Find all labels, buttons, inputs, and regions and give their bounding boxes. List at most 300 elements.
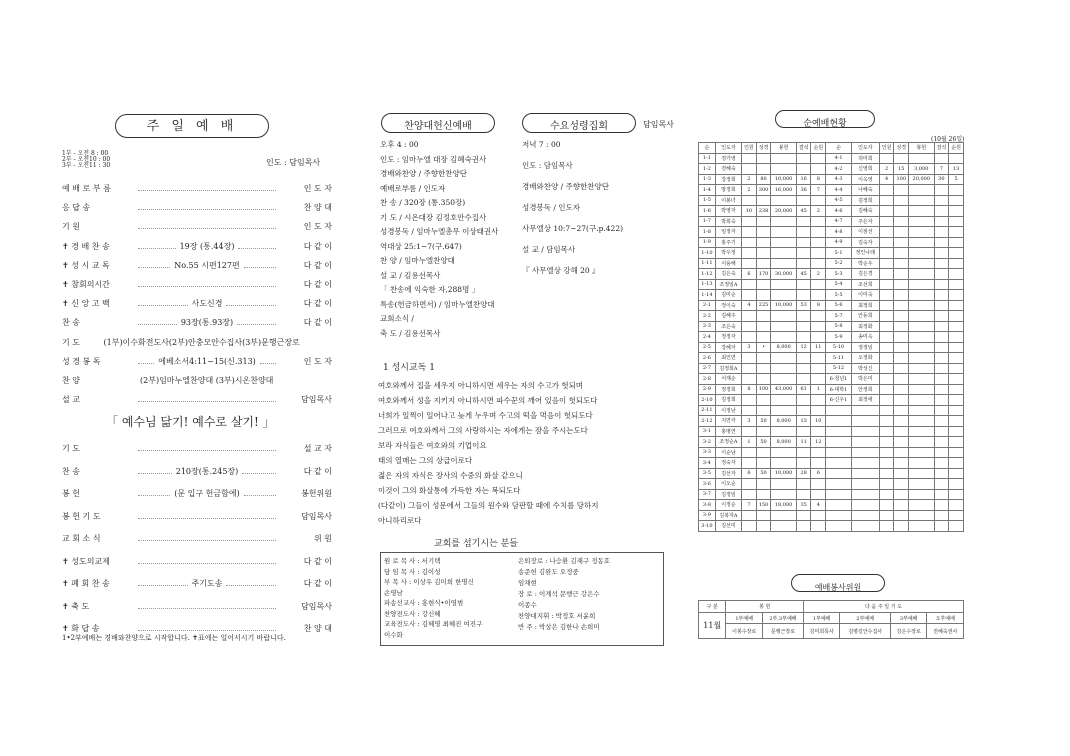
cell-value [879,468,894,479]
cell-value: 박영자 [715,206,741,217]
cell-value [796,395,811,406]
cell-value [894,416,909,427]
order-label: 찬 송 [62,318,80,328]
cell-value [894,332,909,343]
cell-value: 5 [949,174,964,185]
cell-value: 김혜주 [715,311,741,322]
cell-value: 5-12 [826,363,852,374]
p2-row [62,556,332,567]
order-person: 다 같 이 [303,280,332,289]
cell-value: 김숙자 [851,237,879,248]
cell-value [949,227,964,238]
cell-value: 최정화 [851,321,879,332]
cell-value [796,510,811,521]
cell-value [879,311,894,322]
p2-row [62,488,332,499]
cell-value [879,395,894,406]
cell-value [796,489,811,500]
cell-value: 3-9 [699,510,716,521]
dot-leader [138,227,276,229]
cell-value [879,248,894,259]
cell-value: 45 [796,269,811,280]
table-row [699,521,964,532]
cell-value: 5-3 [826,269,852,280]
cell-value [934,374,949,385]
cell-value: 2-6 [699,353,716,364]
cell-value: 이오순 [715,479,741,490]
cell-value [879,500,894,511]
dot-leader [138,629,276,631]
table-row [699,384,964,395]
wednesday-line: 저녁 7 : 00 [522,140,561,149]
cell-value: 나혜숙 [851,185,879,196]
order-person: 다 같 이 [303,241,332,251]
cell-value [811,521,826,532]
cell-value: 2-9 [699,384,716,395]
cell-value [949,321,964,332]
order-label: 기 도 [62,444,80,453]
reading-line: 태의 열매는 그의 상급이로다 [378,456,473,465]
server-right-line: 임채현 [518,579,537,587]
wednesday-line: 인도 : 담임목사 [522,161,573,170]
cell-value [796,447,811,458]
cell-value [756,363,771,374]
order-detail: No.55 시편127편 [174,260,240,270]
cell-value [949,468,964,479]
cell-value: 정가영 [715,153,741,164]
cell-header: 성경 [894,143,909,154]
wednesday-title: 수요성령집회 [550,121,608,132]
cell-value: 6 [811,468,826,479]
cell-value: 3-8 [699,500,716,511]
cell-value: 이옥영 [851,174,879,185]
cell-value: 1-11 [699,258,716,269]
cell-value [756,489,771,500]
p1-row [62,394,332,405]
cell-value: 2-1 [699,300,716,311]
table-row [699,164,964,175]
cell-value [894,258,909,269]
cell-value [894,384,909,395]
table-row [699,153,964,164]
cell-value [894,206,909,217]
dot-leader [226,584,276,586]
choir-order-line: 인도 : 임마누엘 대장 김혜숙권사 [380,154,487,164]
cell-value [949,342,964,353]
cell-value [909,500,934,511]
cell-value: 10,000 [771,174,796,185]
cell-value: 35 [796,500,811,511]
cell-header: 결석 [934,143,949,154]
cell-value: 1 [742,437,757,448]
reading-title: 1 성시교독 1 [383,363,435,373]
cell-value [909,521,934,532]
cell-value [796,405,811,416]
cell-value: 정정임 [851,342,879,353]
cell-value: 3 [742,416,757,427]
cell-value: 2-10 [699,395,716,406]
cell-value [826,405,852,416]
cell-value: 3 [742,342,757,353]
cell-value: 5-6 [826,300,852,311]
cell-value [909,227,934,238]
cell-value [879,321,894,332]
cell-value [949,500,964,511]
choir-order-line: 「 찬송에 익숙한 자,288명 」 [380,285,480,294]
cell-value [796,311,811,322]
cell-value [771,258,796,269]
cell-value [879,353,894,364]
cell-value: 3-6 [699,479,716,490]
cell-value [756,311,771,322]
dot-leader [244,266,276,268]
table-row [699,300,964,311]
cell-value [756,248,771,259]
cell-value [894,521,909,532]
table-row [699,321,964,332]
dot-leader [138,472,172,474]
cell-value: 정이숙 [715,300,741,311]
cell-value [796,164,811,175]
dot-leader [138,449,276,451]
cell-value: 8,000 [771,437,796,448]
cell-value [771,521,796,532]
cell-report-title-box [775,110,875,128]
cell-value [909,405,934,416]
cell-value [826,426,852,437]
p1-row [62,279,332,290]
cell-value [934,479,949,490]
p2-row [62,601,332,612]
cell-value: 100 [894,174,909,185]
cell-value [894,248,909,259]
cell-value [894,395,909,406]
cell-value: 10,000 [771,468,796,479]
cell-value [879,206,894,217]
choir-service-title: 찬양대헌신예배 [404,121,472,132]
server-right-line: 찬양대지휘 : 박정호 서윤희 [518,612,596,620]
dot-leader [138,539,276,541]
cell-value [879,237,894,248]
reading-line: 너희가 일찍이 일어나고 늦게 누우며 수고의 떡을 먹음이 헛되도다 [378,411,593,420]
worship-leader: 인도 : 담임목사 [266,158,321,167]
service-committee-title-box [791,574,885,592]
service-head: 봉 헌 [726,601,804,613]
dot-leader [244,494,276,496]
cell-value: 8 [811,300,826,311]
cell-value: 김정희A [715,363,741,374]
cell-value [771,353,796,364]
cell-value [742,447,757,458]
choir-order-line: 기 도 / 시온대장 김정호안수집사 [380,212,487,222]
order-person: 다 같 이 [303,579,333,588]
reading-line: 여호와께서 성을 지키지 아니하시면 파수꾼의 깨어 있음이 헛되도다 [378,396,598,405]
table-row [699,500,964,511]
cell-value [879,290,894,301]
cell-value [949,458,964,469]
cell-value: 김은숙 [715,269,741,280]
dot-leader [238,247,276,249]
table-row [699,458,964,469]
cell-value [879,195,894,206]
cell-report-table [698,142,964,532]
order-label: ✝ 성도의교제 [62,556,110,566]
cell-value [756,353,771,364]
p1-row [62,375,332,386]
cell-value [894,458,909,469]
cell-value [742,363,757,374]
order-person: 다 같 이 [303,299,333,309]
table-row [699,195,964,206]
cell-value: 3-1 [699,426,716,437]
order-person: 담임목사 [301,395,332,405]
cell-value [949,521,964,532]
cell-value: 16 [796,174,811,185]
cell-value [811,489,826,500]
server-left-line: 파송선교사 : 홍현식•이영범 [384,599,464,607]
cell-value [811,290,826,301]
table-row [699,227,964,238]
cell-value: 1-14 [699,290,716,301]
cell-value: 4-5 [826,195,852,206]
cell-value [796,458,811,469]
cell-value: 11 [796,437,811,448]
cell-value [909,290,934,301]
service-name: 김미희목사 [803,624,840,639]
order-detail: (2부)임마누엘찬양대 (3부)시온찬양대 [140,376,274,385]
cell-value [934,290,949,301]
cell-value [949,185,964,196]
cell-value [771,479,796,490]
cell-value: 김은경 [851,269,879,280]
cell-value [742,237,757,248]
cell-value: 최정애 [851,395,879,406]
cell-value [894,353,909,364]
table-row [699,342,964,353]
order-label: ✝ 성 시 교 독 [62,260,110,270]
service-sub: 오후예배 [927,613,964,624]
cell-value: 2-4 [699,332,716,343]
cell-value [811,258,826,269]
servers-title: 교회를 섬기시는 분들 [434,539,518,549]
cell-value: 2 [742,174,757,185]
cell-value [934,384,949,395]
cell-value [742,405,757,416]
dot-leader [242,472,276,474]
cell-value: 김미순 [715,290,741,301]
cell-value [949,248,964,259]
cell-value: 43,000 [771,384,796,395]
cell-value: 강혜자 [715,342,741,353]
order-person: 찬 양 대 [303,624,332,633]
cell-value [909,374,934,385]
cell-value [851,405,879,416]
cell-value: 30,000 [771,269,796,280]
cell-value [756,405,771,416]
cell-value [934,311,949,322]
cell-value [811,353,826,364]
cell-value [934,521,949,532]
cell-value [796,426,811,437]
dot-leader [138,247,176,249]
cell-value [879,384,894,395]
p1-row [62,221,332,232]
cell-value [949,426,964,437]
dot-leader [138,517,276,519]
cell-value [742,195,757,206]
cell-value [851,416,879,427]
cell-value [742,258,757,269]
dot-leader [138,400,276,402]
cell-value [756,479,771,490]
p1-row [62,202,332,213]
cell-value [756,510,771,521]
cell-value [811,374,826,385]
cell-value [949,374,964,385]
cell-value: 3-4 [699,458,716,469]
table-row [699,395,964,406]
cell-value [826,479,852,490]
cell-value [894,311,909,322]
cell-value [796,237,811,248]
wednesday-title-box [522,113,636,133]
cell-header: 순 [699,143,716,154]
worship-title-box [115,114,269,138]
cell-value [894,510,909,521]
cell-value: 6-청년1 [826,374,852,385]
cell-value [796,227,811,238]
cell-value [879,405,894,416]
cell-value [949,437,964,448]
cell-value [796,153,811,164]
cell-header: 인원 [742,143,757,154]
order-detail: 에베소서4:11~15(신.313) [158,356,256,366]
cell-value [796,353,811,364]
table-row [699,290,964,301]
cell-value [909,311,934,322]
cell-value [879,447,894,458]
cell-value [894,195,909,206]
cell-value [879,185,894,196]
choir-order-line: 특송(헌금하면서) / 임마누엘찬양대 [380,299,495,309]
cell-value [826,458,852,469]
cell-value: 정숙자 [715,458,741,469]
cell-value [811,332,826,343]
choir-service-title-box [381,113,495,133]
cell-value: 서용해 [715,258,741,269]
cell-value [879,489,894,500]
cell-value [894,300,909,311]
order-label: 설 교 [62,395,80,405]
cell-value [771,405,796,416]
cell-value: 홍명연 [715,426,741,437]
cell-value [934,510,949,521]
cell-value [894,500,909,511]
order-person: 다 같 이 [303,556,332,566]
service-name: 이봉수장로 [726,624,763,639]
table-row [699,489,964,500]
cell-value [756,216,771,227]
cell-value: 이정순 [715,500,741,511]
cell-value: 150 [756,500,771,511]
cell-value: 5-10 [826,342,852,353]
cell-value [894,426,909,437]
order-label: 예 배 로 부 름 [62,184,111,193]
table-row [699,437,964,448]
cell-value: 1-10 [699,248,716,259]
dot-leader [138,323,177,325]
order-person: 인 도 자 [303,356,333,366]
cell-value [826,447,852,458]
cell-value: 5-4 [826,279,852,290]
cell-value: 지연자 [715,416,741,427]
cell-value: 4-2 [826,164,852,175]
cell-value [742,153,757,164]
cell-value [771,426,796,437]
cell-value [811,227,826,238]
table-row [699,174,964,185]
service-sub: 1부예배 [726,613,763,624]
cell-value [796,290,811,301]
cell-value [811,479,826,490]
cell-value: 6-신우1 [826,395,852,406]
cell-value [756,447,771,458]
cell-value [796,258,811,269]
cell-value [909,426,934,437]
cell-value: 50 [756,437,771,448]
cell-header: 순원 [949,143,964,154]
cell-value: 2-11 [699,405,716,416]
cell-header: 봉헌 [771,143,796,154]
cell-value [756,458,771,469]
choir-order-line: 찬 양 / 임마누엘찬양대 [380,256,455,265]
wednesday-line: 경배와찬양 / 주향한찬양단 [522,182,609,191]
cell-value [894,237,909,248]
cell-value [909,248,934,259]
cell-value [879,426,894,437]
table-row [699,374,964,385]
cell-value: 조정순A [715,437,741,448]
cell-value: 4 [879,174,894,185]
cell-value [811,153,826,164]
cell-value [934,206,949,217]
table-row [699,332,964,343]
cell-value [949,447,964,458]
cell-value: 이순남 [715,447,741,458]
cell-value [934,300,949,311]
order-detail: (문 입구 헌금함에) [174,489,240,498]
cell-value [742,216,757,227]
cell-value: 1-2 [699,164,716,175]
cell-value [771,216,796,227]
table-row [699,237,964,248]
reading-line: (다같이) 그들이 성문에서 그들의 원수와 담판할 때에 수치를 당하지 [378,501,599,510]
cell-value [934,437,949,448]
cell-value [894,405,909,416]
dot-leader [138,362,154,364]
service-name: 강은수장로 [890,624,927,639]
cell-value [934,216,949,227]
cell-value [742,510,757,521]
choir-order-line: 역대상 25:1~7(구.647) [380,241,462,251]
order-label: 봉 헌 [62,489,80,498]
cell-value: • [756,342,771,353]
order-detail: 19장 (통.44장) [179,241,235,251]
cell-value: 정정희 [715,384,741,395]
cell-value [742,227,757,238]
cell-value: 4 [742,300,757,311]
cell-value [771,321,796,332]
